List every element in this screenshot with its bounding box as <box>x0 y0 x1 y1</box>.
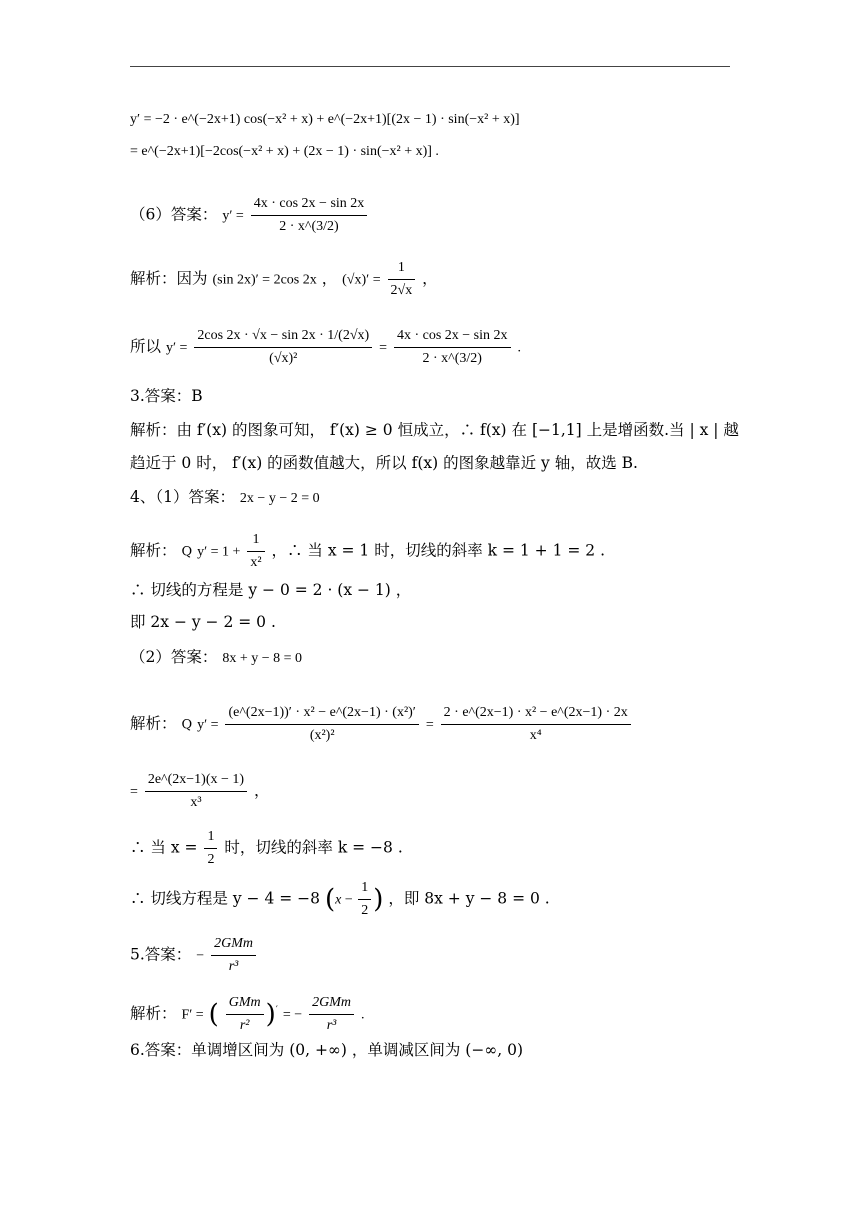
q5-result-numerator: 2GMm <box>309 993 354 1015</box>
q4-1-deriv-fraction <box>247 530 264 573</box>
q4-2-denominator-1: (x²)² <box>309 728 335 743</box>
q6-numerator: 4x · cos 2x − sin 2x <box>251 194 368 216</box>
q4-2-fraction-2 <box>441 703 631 746</box>
q4-2-analysis-label: 解析： <box>130 714 177 733</box>
q5-label: 5.答案： <box>130 945 192 964</box>
q6-result-numerator: 4x · cos 2x − sin 2x <box>394 326 511 348</box>
q6-fact-2-fraction <box>388 258 416 301</box>
derivative-expression-2: = e^(−2x+1)[−2cos(−x² + x) + (2x − 1) · sin(−x² + x)] . <box>130 144 439 159</box>
q6-conclusion-line: 所以 y′ = $\frac{2\cos 2x \cdot √x - \sin 2x \cdot 1/(2√x)}{\text{(√x)²}}$ = $\frac{4x \cdot \cos 2x - \sin 2x}{2 \cdot x\^{}(3/2)}$ . <box>130 326 521 369</box>
q4-2-numerator-2: 2 · e^(2x−1) · x² − e^(2x−1) · 2x <box>441 703 631 725</box>
q5-sign: − <box>196 948 205 964</box>
q4-2-simplified-line: = $\frac{2e\^{}(2x-1)(x - 1)}{\text{x³}}$ ， <box>130 770 270 813</box>
q6-fraction <box>251 194 368 237</box>
q4-2-tangent-fraction <box>358 878 371 921</box>
q6-big-denominator: (√x)² <box>269 351 298 366</box>
q4-1-deriv-denominator: x² <box>250 555 262 570</box>
q6-analysis-line: 解析：因为 (sin 2x)′ = 2cos 2x ， (√x)′ = $\frac{1}{2√x}$ ， <box>130 258 438 301</box>
q6-lhs: y′ = <box>222 208 244 224</box>
q6-label: （6）答案： <box>130 205 218 224</box>
q4-2-numerator-1: (e^(2x−1))′ · x² − e^(2x−1) · (x²)′ <box>225 703 418 725</box>
q6-big-fraction <box>194 326 372 369</box>
q4-1-analysis-rest: ，∴ 当 x = 1 时，切线的斜率 k = 1 + 1 = 2 . <box>271 541 606 560</box>
q6-so: 所以 <box>130 337 162 356</box>
q6-result-denominator: 2 · x^(3/2) <box>422 351 482 366</box>
q4-2-slope-fraction <box>204 827 217 870</box>
q6-fact-2-denominator: 2√x <box>390 283 413 298</box>
q4-2-tangent-numerator: 1 <box>358 878 371 900</box>
derivative-line-2 <box>130 142 439 162</box>
q4-1-answer: 2x − y − 2 = 0 <box>239 491 320 506</box>
q4-2-fraction-3 <box>145 770 247 813</box>
q5-lhs: F′ = <box>181 1007 204 1023</box>
q4-2-tangent-line: ∴ 切线方程是 y − 4 = −8 (x − $\frac{1}{2}$ ) ，即 8x + y − 8 = 0 . <box>130 878 550 921</box>
q5-numerator: 2GMm <box>211 934 256 956</box>
q4-2-slope-numerator: 1 <box>204 827 217 849</box>
q6-fact-2-numerator: 1 <box>388 258 416 280</box>
q5-answer-line <box>130 934 258 977</box>
q4-1-analysis-line <box>130 530 605 573</box>
derivative-expression-1: y′ = −2 · e^(−2x+1) cos(−x² + x) + e^(−2x+1)[(2x − 1) · sin(−x² + x)] <box>130 112 520 127</box>
q5-equals: = − <box>282 1007 303 1023</box>
q5-result-fraction <box>309 993 354 1036</box>
q4-2-numerator-3: 2e^(2x−1)(x − 1) <box>145 770 247 792</box>
q6-big-numerator: 2cos 2x · √x − sin 2x · 1/(2√x) <box>194 326 372 348</box>
q3-answer: 3.答案：B <box>130 387 203 405</box>
q6-result-fraction <box>394 326 511 369</box>
q5-inner-denominator: r² <box>239 1018 250 1033</box>
q4-2-denominator-2: x⁴ <box>529 728 542 743</box>
q4-2-slope-line <box>130 827 403 870</box>
q4-1-tangent: ∴ 切线的方程是 y − 0 = 2 · (x − 1) ， <box>130 581 412 599</box>
q4-2-fraction-1 <box>225 703 418 746</box>
q5-analysis-line: 解析： F′ = ( $\frac{\text{GMm}}{\text{r²}}$ )′ = − $\frac{\text{2GMm}}{\text{r³}}$ . <box>130 993 364 1036</box>
q4-1-deriv-lhs: y′ = 1 + <box>197 544 241 560</box>
q5-denominator: r³ <box>228 959 239 974</box>
q4-2-denominator-3: x³ <box>190 795 202 810</box>
q3-analysis-2: 趋近于 0 时， f′(x) 的函数值越大，所以 f(x) 的图象越靠近 y 轴，故选 B. <box>130 454 638 472</box>
q5-inner-fraction <box>226 993 264 1036</box>
q4-1-answer-line <box>130 487 320 509</box>
because-symbol: Q <box>181 544 193 560</box>
q4-2-slope-denominator: 2 <box>207 852 215 867</box>
q4-2-tangent-denominator: 2 <box>361 903 369 918</box>
q4-2-slope-prefix: ∴ 当 x = <box>130 838 198 857</box>
q6-answer-line <box>130 194 369 237</box>
q3-analysis-1: 解析：由 f′(x) 的图象可知， f′(x) ≥ 0 恒成立，∴ f(x) 在 [−1,1] 上是增函数.当 | x | 越 <box>130 421 739 439</box>
because-symbol: Q <box>181 717 193 733</box>
q6-analysis-label: 解析：因为 <box>130 269 208 288</box>
q4-2-label: （2）答案： <box>130 648 218 666</box>
q4-2-slope-suffix: 时，切线的斜率 k = −8 . <box>224 838 403 857</box>
q6b-answer: 6.答案：单调增区间为 (0, +∞) ，单调减区间为 (−∞, 0) <box>130 1041 523 1059</box>
q6-fact-2-lhs: (√x)′ = <box>342 272 381 288</box>
q4-2-lhs: y′ = <box>197 717 219 733</box>
q5-fraction <box>211 934 256 977</box>
q6-fact-1: (sin 2x)′ = 2cos 2x <box>212 272 317 288</box>
q4-2-analysis-line: 解析： Q y′ = $\frac{\text{(e\textasciicircum{}(2x−1))′ · x² − e\textasciicircum{}(2x−1) · (x²)′}}{\text{(x²)²}}$ = $\frac{\text{2 · e\textasciicircum{}(2x−1) · x² − e\textasciicircum{}(2x−1) · 2x}}{\text{x⁴}}$ <box>130 703 633 746</box>
q4-2-tangent-prefix: ∴ 切线方程是 y − 4 = −8 <box>130 889 321 908</box>
q6-denominator: 2 · x^(3/2) <box>279 219 339 234</box>
q5-result-denominator: r³ <box>326 1018 337 1033</box>
q4-2-answer: 8x + y − 8 = 0 <box>222 651 302 666</box>
q4-1-label: 4、（1）答案： <box>130 488 235 506</box>
derivative-line-1 <box>130 110 520 130</box>
q4-2-answer-line <box>130 647 302 669</box>
q5-inner-numerator: GMm <box>226 993 264 1015</box>
q4-2-tangent-suffix: ，即 8x + y − 8 = 0 . <box>388 889 550 908</box>
q4-1-result: 即 2x − y − 2 = 0 . <box>130 613 276 631</box>
q4-1-deriv-numerator: 1 <box>247 530 264 552</box>
q4-1-analysis-label: 解析： <box>130 541 177 560</box>
header-rule <box>130 66 730 67</box>
q5-analysis-label: 解析： <box>130 1004 177 1023</box>
